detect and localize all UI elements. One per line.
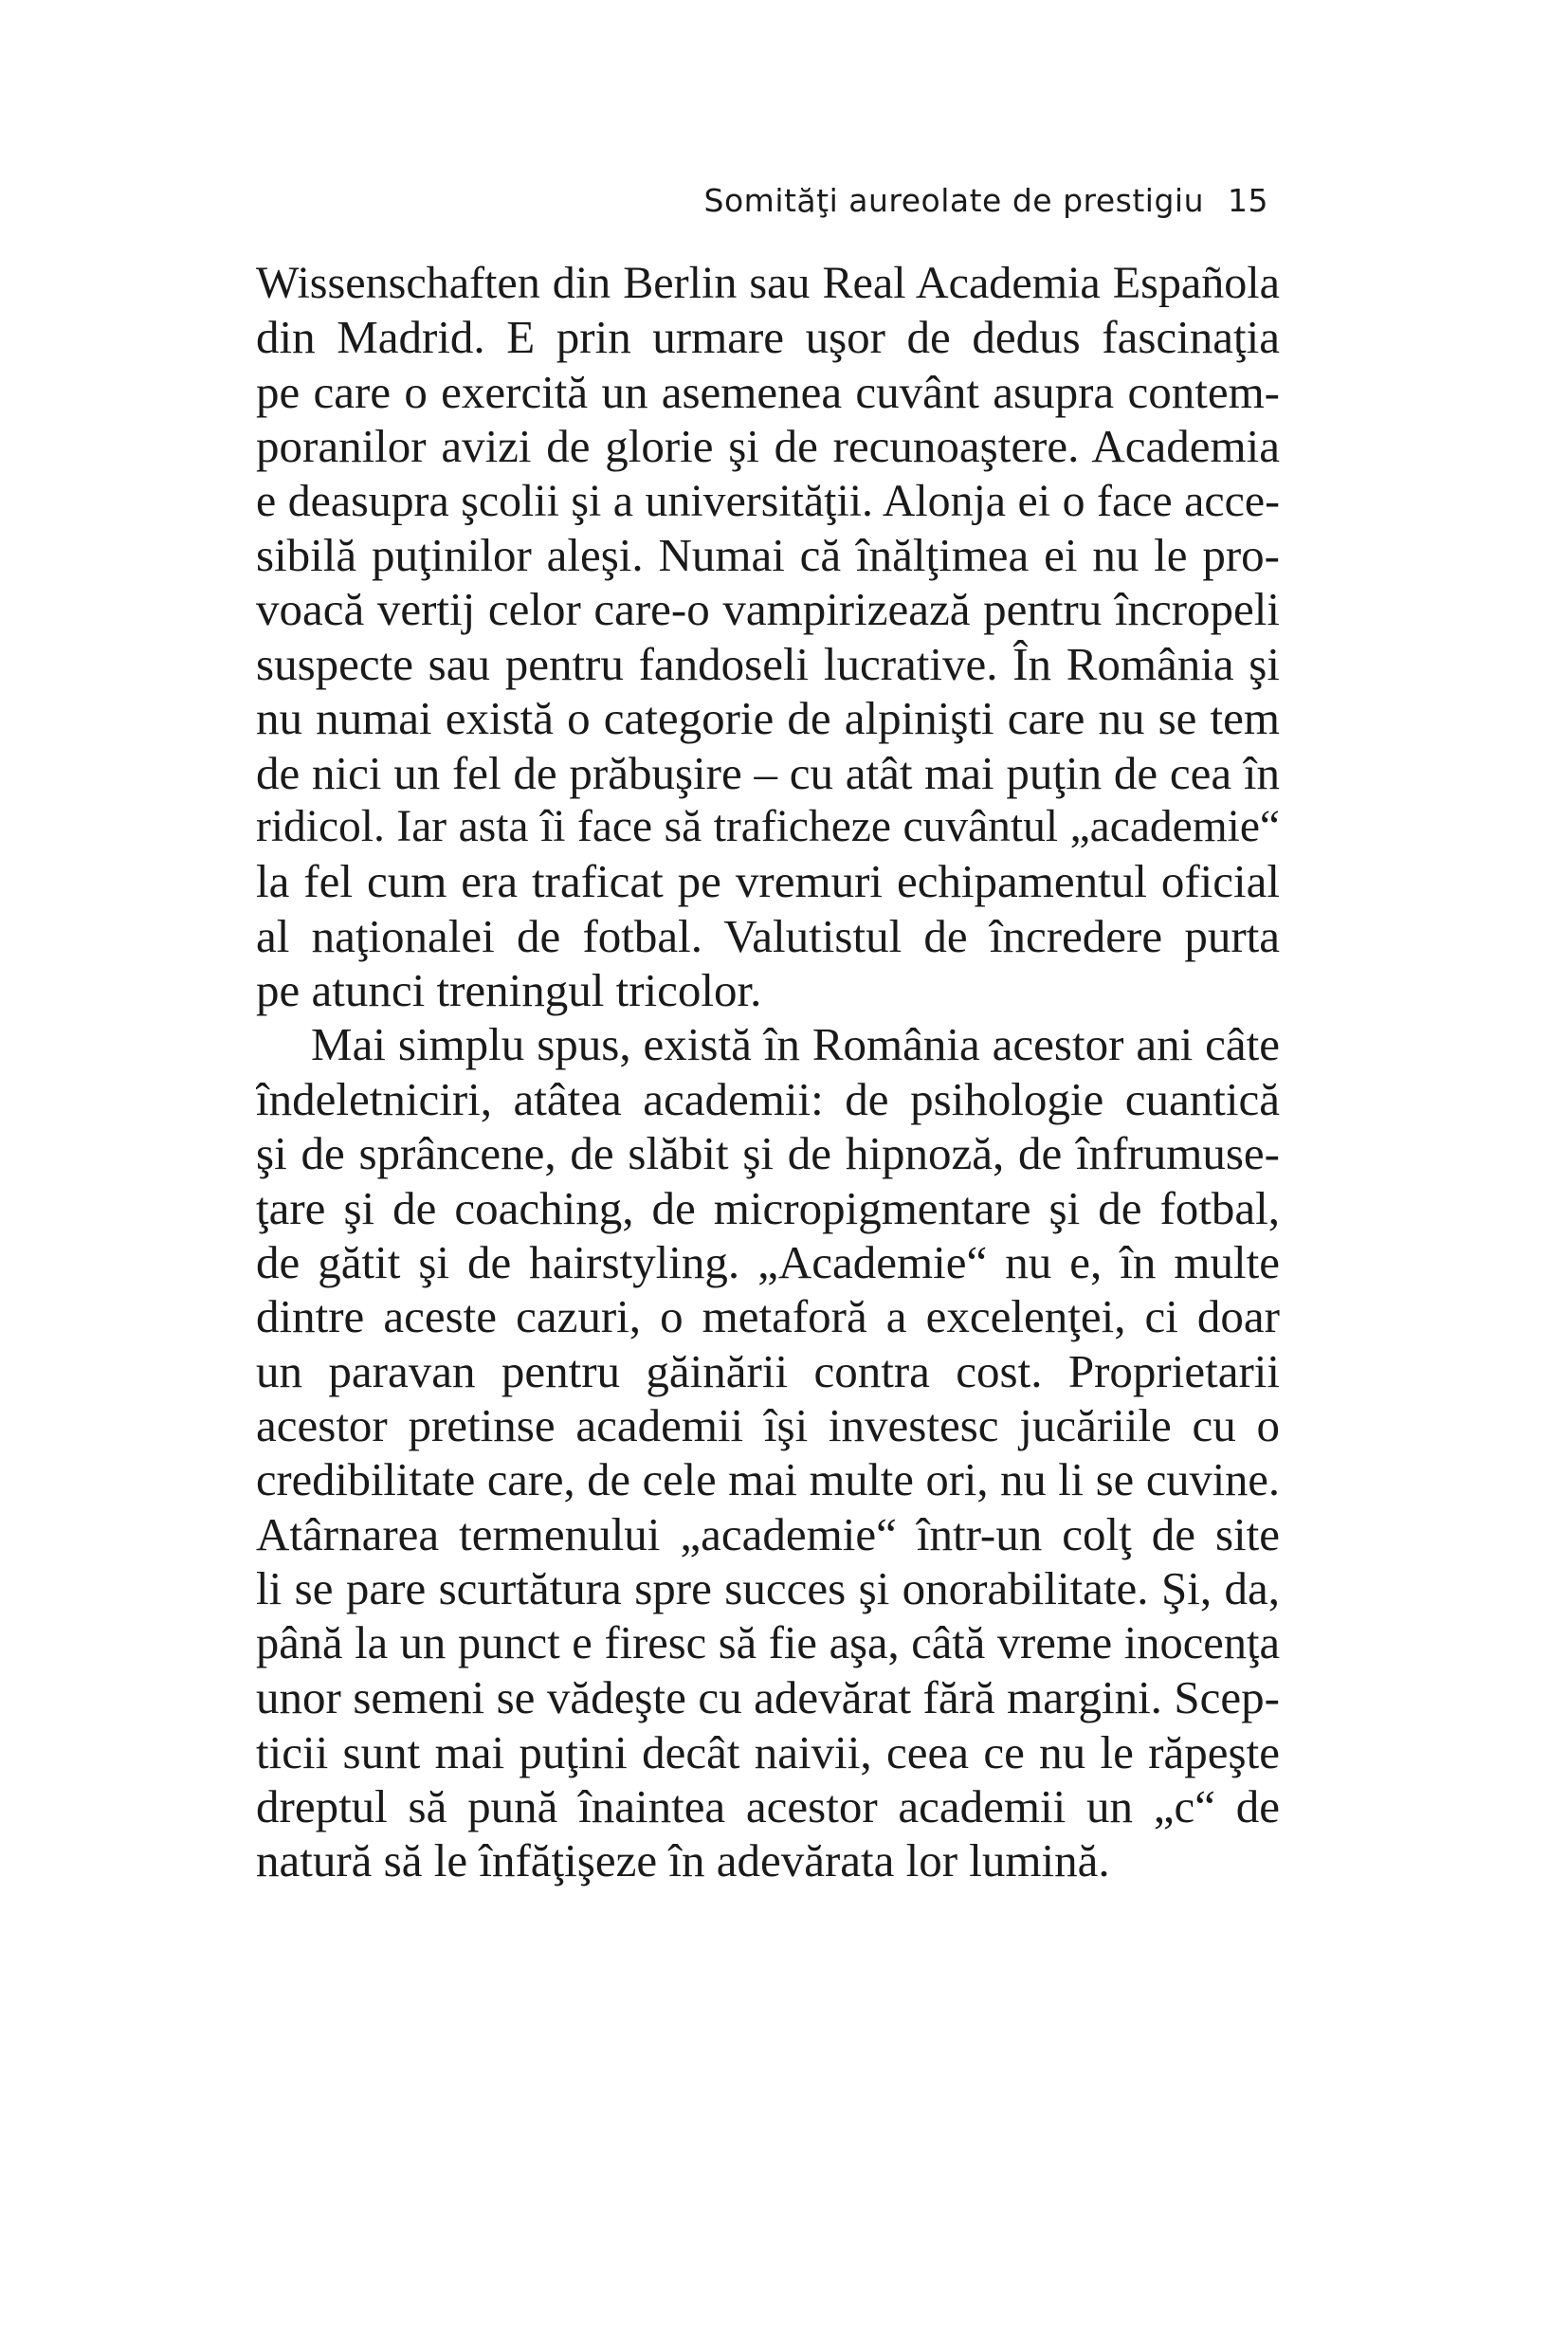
text-line: poranilor avizi de glorie şi de recunoaştere. Academia [256, 420, 1280, 473]
text-line: credibilitate care, de cele mai multe ori, nu li se cuvine. [256, 1454, 1280, 1505]
text-line: la fel cum era traficat pe vremuri echipamentul oficial [256, 855, 1280, 908]
running-header [256, 182, 1280, 239]
text-line: până la un punct e firesc să fie aşa, câtă vreme inocenţa [256, 1617, 1280, 1668]
body-text [256, 256, 1280, 1888]
text-line: de gătit şi de hairstyling. „Academie“ nu e, în multe [256, 1236, 1280, 1289]
text-line: natură să le înfăţişeze în adevărata lor lumină. [256, 1834, 1110, 1887]
paragraph-1 [256, 256, 1280, 1017]
text-line: ticii sunt mai puţini decât naivii, ceea ce nu le răpeşte [256, 1725, 1280, 1778]
text-line: suspecte sau pentru fandoseli lucrative. În România şi [256, 637, 1280, 690]
page-number: 15 [1228, 182, 1268, 219]
text-line: un paravan pentru găinării contra cost. Proprietarii [256, 1344, 1280, 1397]
text-line: şi de sprâncene, de slăbit şi de hipnoză, de înfrumuse- [256, 1127, 1280, 1180]
text-line: Atârnarea termenului „academie“ într-un colţ de site [256, 1507, 1280, 1560]
text-line: e deasupra şcolii şi a universităţii. Alonja ei o face acce- [256, 475, 1280, 526]
text-line: voacă vertij celor care-o vampirizează pentru încropeli [256, 583, 1280, 636]
text-line: al naţionalei de fotbal. Valutistul de încredere purta [256, 909, 1280, 962]
text-line: pe care o exercită un asemenea cuvânt asupra contem- [256, 365, 1280, 418]
text-line: sibilă puţinilor aleşi. Numai că înălţimea ei nu le pro- [256, 528, 1280, 581]
text-line: din Madrid. E prin urmare uşor de dedus fascinaţia [256, 311, 1280, 364]
text-line: ţare şi de coaching, de micropigmentare şi de fotbal, [256, 1181, 1280, 1234]
text-line: dreptul să pună înaintea acestor academii un „c“ de [256, 1779, 1280, 1832]
paragraph-2 [256, 1017, 1280, 1887]
running-title: Somităţi aureolate de prestigiu [703, 182, 1204, 219]
text-line: de nici un fel de prăbuşire – cu atât mai puţin de cea în [256, 746, 1280, 799]
text-line: dintre aceste cazuri, o metaforă a excelenţei, ci doar [256, 1290, 1280, 1343]
text-line: acestor pretinse academii îşi investesc jucăriile cu o [256, 1399, 1280, 1452]
text-line: li se pare scurtătura spre succes şi onorabilitate. Şi, da, [256, 1562, 1280, 1615]
text-line: nu numai există o categorie de alpinişti care nu se tem [256, 692, 1280, 745]
text-line: îndeletniciri, atâtea academii: de psihologie cuantică [256, 1072, 1280, 1125]
text-line: Mai simplu spus, există în România acestor ani câte [311, 1018, 1280, 1071]
text-line: Wissenschaften din Berlin sau Real Academia Española [256, 258, 1280, 308]
text-line: pe atunci treningul tricolor. [256, 964, 762, 1017]
text-line: unor semeni se vădeşte cu adevărat fără margini. Scep- [256, 1671, 1280, 1724]
text-line: ridicol. Iar asta îi face să traficheze cuvântul „academie“ [256, 801, 1280, 851]
